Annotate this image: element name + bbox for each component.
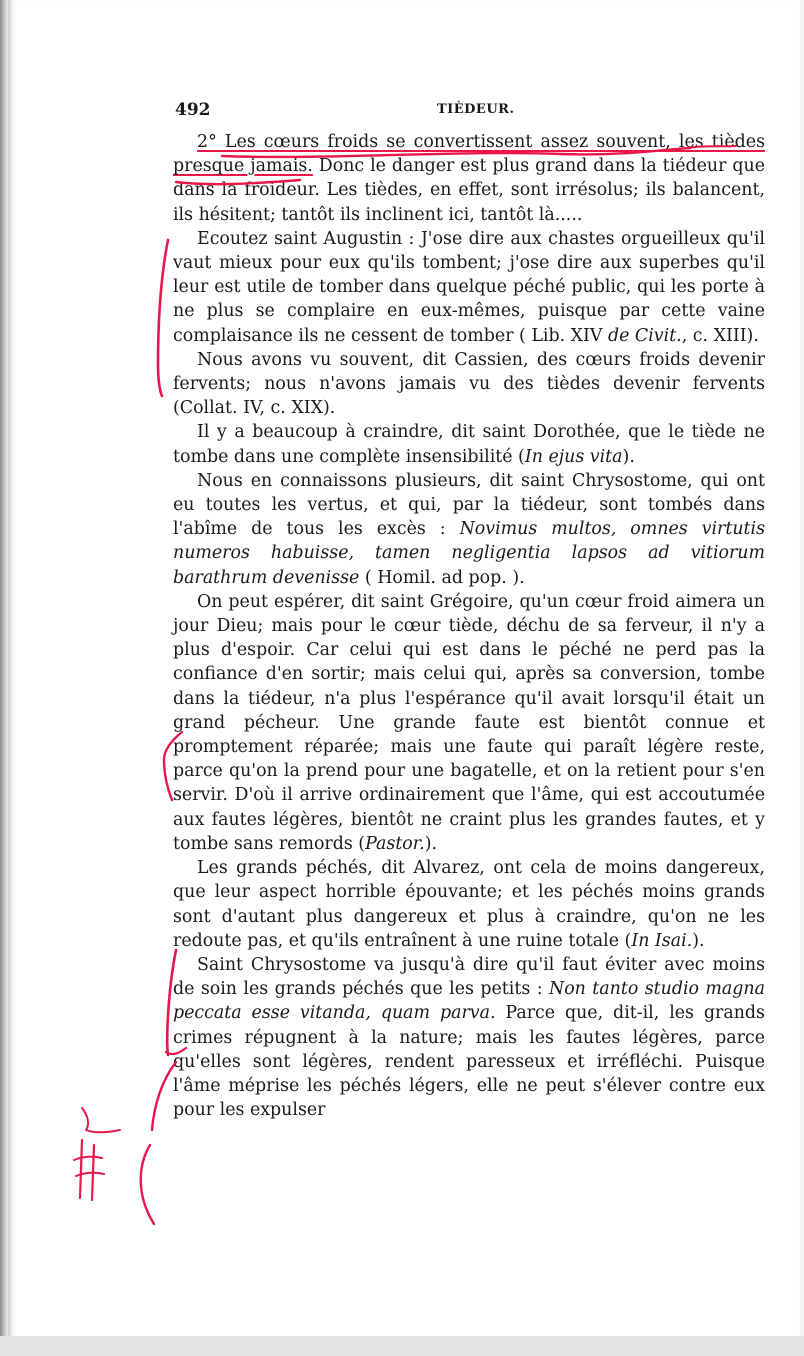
paragraph-2: Ecoutez saint Augustin : J'ose dire aux chastes orgueilleux qu'il vaut mieux pour eux qu'ils tombent; j'ose dire aux superbes qu'il leur est utile de tomber dans quelque péché public, qui les porte à ne plus se complaire en eux-mêmes, puisque par cette vaine complaisance ils ne cessent de tomber ( Lib. XIV de Civit., c. XIII).: [173, 228, 765, 346]
paragraph-4: Il y a beaucoup à craindre, dit saint Dorothée, que le tiède ne tombe dans une complète insensibilité (In ejus vita).: [173, 422, 765, 467]
paragraph-1: 2° Les cœurs froids se convertissent assez souvent, les tièdes presque jamais. Donc le danger est plus grand dans la tiédeur que dans la froideur. Les tièdes, en effet, sont irrésolus; ils balancent, ils hésitent; tantôt ils inclinent ici, tantôt là.....: [173, 132, 765, 225]
paragraph-7: Les grands péchés, dit Alvarez, ont cela de moins dangereux, que leur aspect horrible épouvante; et les péchés moins grands sont d'autant plus dangereux et plus à craindre, qu'on ne les redoute pas, et qu'ils entraînent à une ruine totale (In Isai.).: [173, 858, 765, 951]
page-number: 492: [175, 100, 211, 120]
page-header: [175, 100, 765, 126]
paragraph-6: On peut espérer, dit saint Grégoire, qu'un cœur froid aimera un jour Dieu; mais pour le cœur tiède, déchu de sa ferveur, il n'y a plus d'espoir. Car celui qui est dans le péché ne perd pas la confiance d'en sortir; mais celui qui, après sa conversion, tombe dans la tiédeur, n'a plus l'espérance qu'il avait lorsqu'il était un grand pécheur. Une grande faute est bientôt connue et promptement réparée; mais une faute qui paraît légère reste, parce qu'on la prend pour une bagatelle, et on la retient pour s'en servir. D'où il arrive ordinairement que l'âme, qui est accoutumée aux fautes légères, bientôt ne craint plus les grandes fautes, et y tombe sans remords (Pastor.).: [173, 591, 765, 854]
body-text: [173, 130, 765, 1122]
running-title: TIÈDEUR.: [437, 102, 515, 117]
underlined-sentence: 2° Les cœurs froids se convertissent assez souvent, les tièdes presque jamais.: [173, 132, 765, 177]
scan-bottom-strip: [0, 1336, 804, 1356]
paragraph-5: Nous en connaissons plusieurs, dit saint Chrysostome, qui ont eu toutes les vertus, et qui, par la tiédeur, sont tombés dans l'abîme de tous les excès : Novimus multos, omnes virtutis numeros habuisse, tamen negligentia lapsos ad vitiorum barathrum devenisse ( Homil. ad pop. ).: [173, 470, 765, 588]
paragraph-8: Saint Chrysostome va jusqu'à dire qu'il faut éviter avec moins de soin les grands péchés que les petits : Non tanto studio magna peccata esse vitanda, quam parva. Parce que, dit-il, les grands crimes répugnent à la nature; mais les fautes légères, parce qu'elles sont légères, rendent paresseux et irréfléchi. Puisque l'âme méprise les péchés légers, elle ne peut s'élever contre eux pour les expulser: [173, 954, 765, 1121]
paragraph-3: Nous avons vu souvent, dit Cassien, des cœurs froids devenir fervents; nous n'avons jamais vu des tièdes devenir fervents (Collat. IV, c. XIX).: [173, 349, 765, 419]
